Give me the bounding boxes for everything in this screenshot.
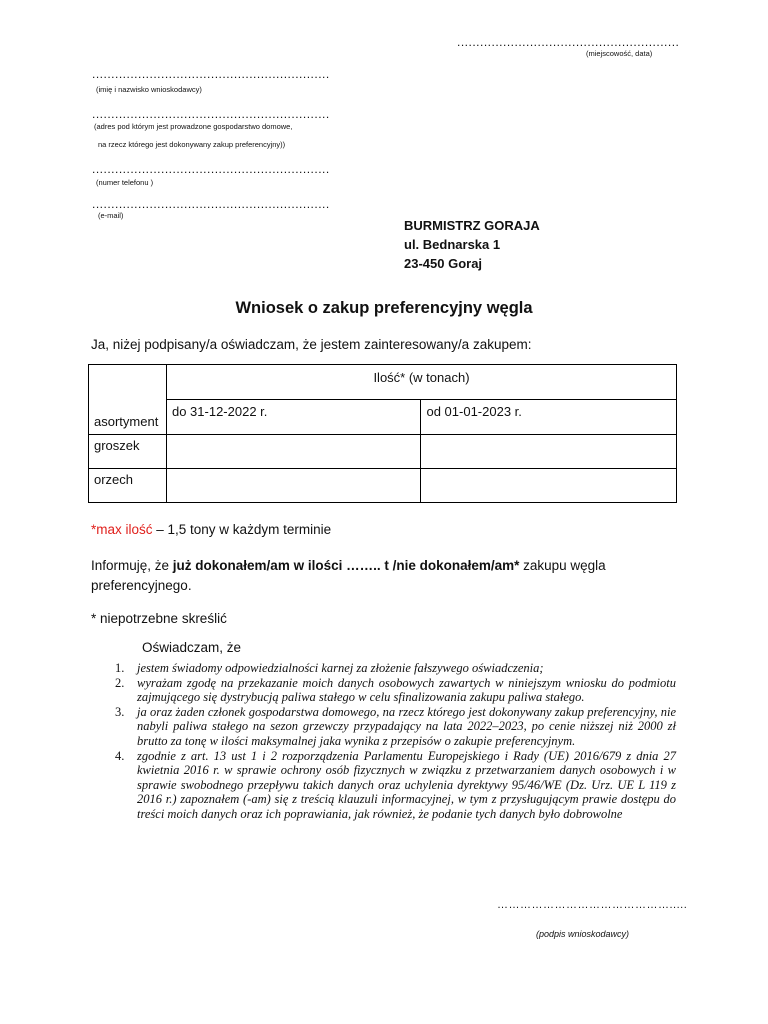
recipient-address bbox=[404, 216, 540, 273]
max-quantity-label: *max ilość bbox=[91, 522, 153, 537]
applicant-address-label: (adres pod którym jest prowadzone gospodarstwo domowe, bbox=[94, 122, 293, 131]
applicant-name-dots[interactable]: .............................................................. bbox=[92, 67, 330, 81]
quantity-table bbox=[88, 364, 677, 503]
declaration-heading: Oświadczam, że bbox=[142, 640, 242, 655]
groszek-period-1-cell[interactable] bbox=[166, 435, 421, 469]
row-label-orzech: orzech bbox=[89, 469, 167, 503]
signature-label: (podpis wnioskodawcy) bbox=[536, 929, 630, 939]
orzech-period-1-cell[interactable] bbox=[166, 469, 421, 503]
row-label-groszek: groszek bbox=[89, 435, 167, 469]
strike-note: * niepotrzebne skreślić bbox=[91, 611, 227, 626]
groszek-period-2-cell[interactable] bbox=[421, 435, 677, 469]
recipient-line-1: BURMISTRZ GORAJA bbox=[404, 218, 540, 233]
max-quantity-value: – 1,5 tony w każdym terminie bbox=[152, 522, 332, 537]
assortment-header: asortyment bbox=[89, 365, 167, 435]
table-row bbox=[89, 469, 677, 503]
orzech-period-2-cell[interactable] bbox=[421, 469, 677, 503]
applicant-phone-label: (numer telefonu ) bbox=[96, 178, 154, 187]
list-item: 3. ja oraz żaden członek gospodarstwa domowego, na rzecz którego jest dokonywany zakup preferencyjny, nie nabyli paliwa stałego na sezon grzewczy przypadający na lata 2022–2023, po cenie niższej niż 2000 zł brutto za tonę w ilości maksymalnej jaka wynika z przepisów o zakupie preferencyjnym. bbox=[115, 704, 676, 748]
declaration-list bbox=[115, 661, 676, 822]
recipient-line-3: 23-450 Goraj bbox=[404, 256, 483, 271]
place-date-dots[interactable]: .......................................................... bbox=[457, 35, 680, 49]
period-2-header: od 01-01-2023 r. bbox=[421, 400, 677, 435]
list-item: 1. jestem świadomy odpowiedzialności karnej za złożenie fałszywego oświadczenia; bbox=[115, 661, 544, 675]
purchase-statement: Informuję, że już dokonałem/am w ilości …….. t /nie dokonałem/am* zakupu węgla preferencyjnego. bbox=[91, 558, 606, 593]
list-item: 2. wyrażam zgodę na przekazanie moich danych osobowych zawartych w niniejszym wniosku do podmiotu zajmującego się dystrybucją paliwa stałego w celu sfinalizowania zakupu paliwa stałego. bbox=[115, 675, 676, 705]
purchase-choice: już dokonałem/am w ilości …….. t /nie dokonałem/am* bbox=[172, 558, 520, 573]
applicant-email-dots[interactable]: .............................................................. bbox=[92, 197, 330, 211]
signature-dots[interactable]: ………………………………………..... bbox=[497, 899, 688, 911]
list-item: 4. zgodnie z art. 13 ust 1 i 2 rozporządzenia Parlamentu Europejskiego i Rady (UE) 2016/679 z dnia 27 kwietnia 2016 r. w sprawie ochrony osób fizycznych w związku z przetwarzaniem danych osobowych i w sprawie swobodnego przepływu takich danych oraz uchylenia dyrektywy 95/46/WE (Dz. Urz. UE L 119 z 2016 r.) zapoznałem (-am) się z treścią klauzuli informacyjnej, w tym z przysługującym prawie dostępu do treści moich danych oraz ich poprawiania, jak również, że podanie tych danych było dobrowolne bbox=[115, 748, 676, 821]
applicant-address-label-2: na rzecz którego jest dokonywany zakup preferencyjny)) bbox=[98, 140, 286, 149]
recipient-line-2: ul. Bednarska 1 bbox=[404, 237, 501, 252]
max-quantity-note bbox=[91, 522, 331, 537]
place-date-label: (miejscowość, data) bbox=[586, 49, 653, 58]
applicant-email-label: (e-mail) bbox=[98, 211, 124, 220]
quantity-header: Ilość* (w tonach) bbox=[166, 365, 676, 400]
document-title: Wniosek o zakup preferencyjny węgla bbox=[235, 299, 533, 317]
period-1-header: do 31-12-2022 r. bbox=[166, 400, 421, 435]
table-row bbox=[89, 435, 677, 469]
applicant-phone-dots[interactable]: .............................................................. bbox=[92, 162, 330, 176]
intro-text: Ja, niżej podpisany/a oświadczam, że jestem zainteresowany/a zakupem: bbox=[91, 337, 532, 352]
applicant-address-dots[interactable]: .............................................................. bbox=[92, 107, 330, 121]
applicant-name-label: (imię i nazwisko wnioskodawcy) bbox=[96, 85, 202, 94]
